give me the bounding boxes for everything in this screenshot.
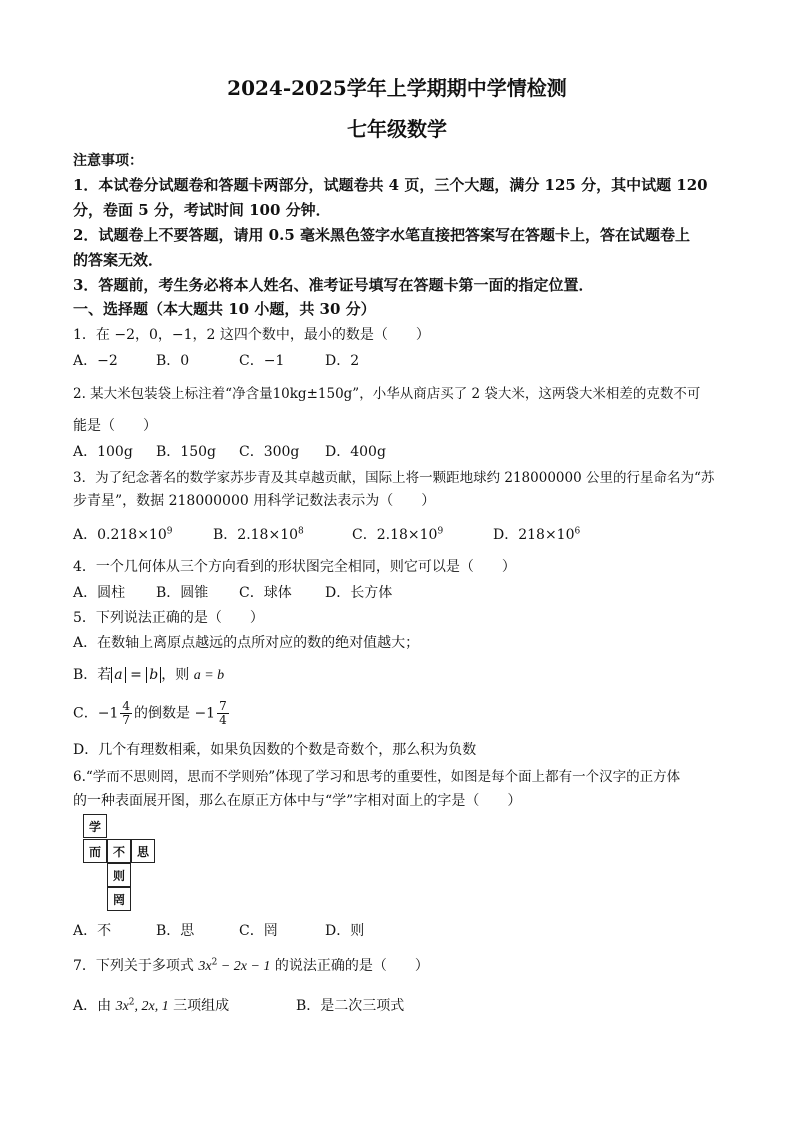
q5-option-a: A．在数轴上离原点越远的点所对应的数的绝对值越大； [73,635,420,651]
q3-option-c: C．$2.18\times 10^9$ [352,526,444,543]
net-cell-si: 思 [131,839,155,863]
section-1-heading: 一、选择题（本大题共 10 小题，共 30 分） [73,300,376,318]
q5-option-d: D．几个有理数相乘，如果负因数的个数是奇数个，那么积为负数 [73,742,477,758]
exam-title: 2024-2025学年上学期期中学情检测 [227,76,567,100]
q7-option-a: A．由 $3x^2$, 2x, 1 三项组成 [73,997,230,1014]
q1-option-d: D．2 [325,353,360,369]
q6-option-d: D．则 [325,923,365,939]
net-cell-bu: 不 [107,839,131,863]
q4-option-c: C．球体 [239,585,292,601]
q6-stem-cont: 的一种表面展开图，那么在原正方体中与“学”字相对面上的字是（ ） [73,793,522,809]
note-2a: 2．试题卷上不要答题，请用 0.5 毫米黑色签字水笔直接把答案写在答题卡上，答在试题卷上 [73,226,690,244]
q3-option-b: B．$2.18\times 10^8$ [213,526,304,543]
q2-stem: 2. 某大米包装袋上标注着“净含量10kg±150g”，小华从商店买了 2 袋大米，这两袋大米相差的克数不可 [73,386,701,402]
q2-option-a: A．100g [73,444,133,460]
q2-option-d: D．400g [325,444,386,460]
q6-option-c: C．罔 [239,923,278,939]
q1-option-a: A．−2 [73,353,118,369]
q3-option-a: A．$0.218\times 10^9$ [73,526,173,543]
exam-subtitle: 七年级数学 [347,117,447,141]
q7-option-b: B．是二次三项式 [296,998,405,1014]
q7-stem: 7．下列关于多项式 $3x^2 - 2x - 1$ 的说法正确的是（ ） [73,957,429,974]
q5-stem: 5．下列说法正确的是（ ） [73,610,264,626]
q4-option-a: A．圆柱 [73,585,126,601]
q1-option-c: C．−1 [239,353,285,369]
q1-stem: 1．在 −2，0，−1，2 这四个数中，最小的数是（ ） [73,327,430,343]
q3-stem: 3．为了纪念著名的数学家苏步青及其卓越贡献，国际上将一颗距地球约 218000000 公里的行星命名为“苏 [73,470,715,486]
q6-stem: 6.“学而不思则罔，思而不学则殆”体现了学习和思考的重要性，如图是每个面上都有一个汉字的正方体 [73,769,681,785]
q4-option-d: D．长方体 [325,585,393,601]
q2-option-b: B．150g [156,444,216,460]
q6-option-b: B．思 [156,923,195,939]
net-cell-er: 而 [83,839,107,863]
q3-stem-cont: 步青星”，数据 218000000 用科学记数法表示为（ ） [73,493,436,509]
note-1a: 1．本试卷分试题卷和答题卡两部分，试题卷共 4 页，三个大题，满分 125 分，其中试题 120 [73,176,708,194]
q2-option-c: C．300g [239,444,300,460]
note-2b: 的答案无效． [73,251,164,269]
q2-stem-cont: 能是（ ） [73,418,157,434]
q4-option-b: B．圆锥 [156,585,209,601]
q6-option-a: A．不 [73,923,112,939]
cube-net-figure [80,812,180,912]
q3-option-d: D．$218\times 10^6$ [493,526,581,543]
q5-option-b: B．若 a = b ，则 a = b [73,667,225,683]
note-1b: 分，卷面 5 分，考试时间 100 分钟． [73,201,331,219]
net-cell-xue: 学 [83,814,107,838]
net-cell-wang: 罔 [107,887,131,911]
note-3: 3．答题前，考生务必将本人姓名、准考证号填写在答题卡第一面的指定位置． [73,276,594,294]
notes-heading: 注意事项： [73,153,143,169]
net-cell-ze: 则 [107,863,131,887]
q5-option-c: C．−1 $\frac{4}{7}$ 的倒数是 −1 $\frac{7}{4}$ [73,699,227,727]
q4-stem: 4．一个几何体从三个方向看到的形状图完全相同，则它可以是（ ） [73,559,516,575]
q1-option-b: B．0 [156,353,190,369]
